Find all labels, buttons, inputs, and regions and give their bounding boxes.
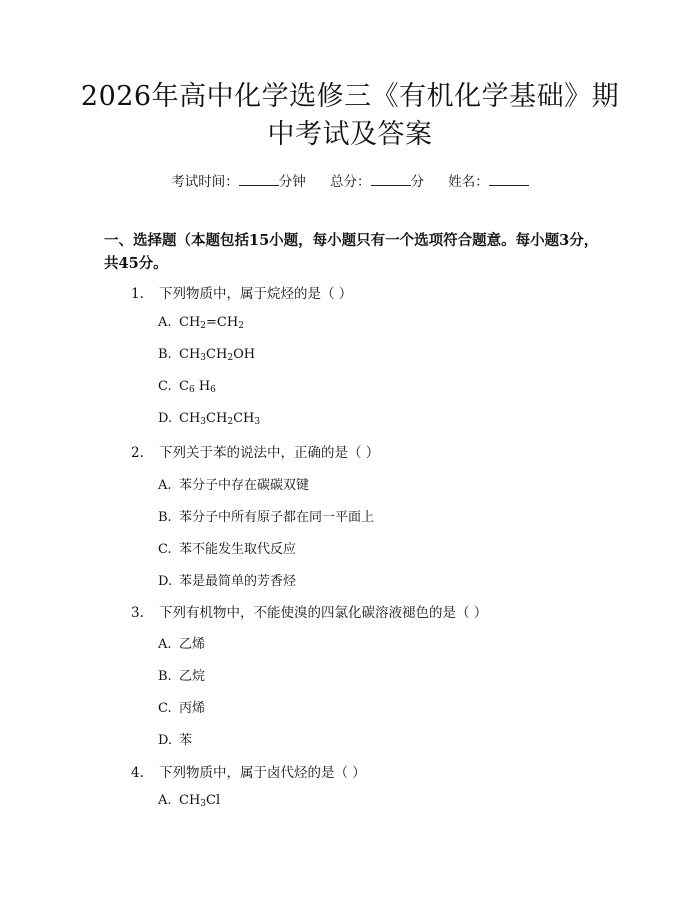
section-heading: 一、选择题（本题包括15小题，每小题只有一个选项符合题意。每小题3分，共45分。 xyxy=(104,232,599,272)
option-4a: A. $CH_3Cl$ xyxy=(158,793,221,809)
student-name: 姓名： xyxy=(448,170,529,190)
option-2a: A. 苯分子中存在碳碳双键 xyxy=(158,478,310,493)
question-1: 1. 下列物质中，属于烷烃的是（ ） xyxy=(131,286,353,302)
question-text: 下列物质中，属于卤代烃的是（ ） xyxy=(159,765,366,781)
total-score: 总分： 分 xyxy=(330,174,424,190)
question-text: 下列有机物中，不能使溴的四氯化碳溶液褪色的是（ ） xyxy=(159,605,488,621)
formula: $CH_3CH_2CH_3$ xyxy=(179,411,261,427)
question-text: 下列物质中，属于烷烃的是（ ） xyxy=(159,286,353,302)
formula: $C_6$ $H_6$ xyxy=(179,379,216,395)
option-3a: A. 乙烯 xyxy=(158,637,206,652)
option-2d: D. 苯是最简单的芳香烃 xyxy=(158,574,297,589)
formula: $CH_3Cl$ xyxy=(179,793,221,809)
page-title xyxy=(60,78,640,154)
title-line-2: 中考试及答案 xyxy=(267,119,433,150)
question-3: 3. 下列有机物中，不能使溴的四氯化碳溶液褪色的是（ ） xyxy=(131,605,488,621)
question-text: 下列关于苯的说法中，正确的是（ ） xyxy=(159,445,380,461)
title-line-1: 2026年高中化学选修三《有机化学基础》期 xyxy=(80,81,620,112)
name-blank xyxy=(489,172,529,186)
question-2: 2. 下列关于苯的说法中，正确的是（ ） xyxy=(131,445,380,461)
option-3b: B. 乙烷 xyxy=(158,669,206,684)
option-1b: B. $CH_3CH_2OH$ xyxy=(158,347,256,363)
question-4: 4. 下列物质中，属于卤代烃的是（ ） xyxy=(131,765,366,781)
score-blank xyxy=(371,172,411,186)
option-2b: B. 苯分子中所有原子都在同一平面上 xyxy=(158,510,375,525)
exam-meta xyxy=(0,170,700,190)
option-3d: D. 苯 xyxy=(158,733,193,748)
option-2c: C. 苯不能发生取代反应 xyxy=(158,542,297,557)
option-1d: D. $CH_3CH_2CH_3$ xyxy=(158,411,261,427)
exam-time: 考试时间： 分钟 xyxy=(171,174,306,190)
option-1a: A. $CH_2=CH_2$ xyxy=(158,315,244,331)
option-3c: C. 丙烯 xyxy=(158,701,206,716)
time-blank xyxy=(239,172,279,186)
formula: $CH_2=CH_2$ xyxy=(179,315,244,331)
option-1c: C. $C_6$ $H_6$ xyxy=(158,379,216,395)
formula: $CH_3CH_2OH$ xyxy=(179,347,256,363)
